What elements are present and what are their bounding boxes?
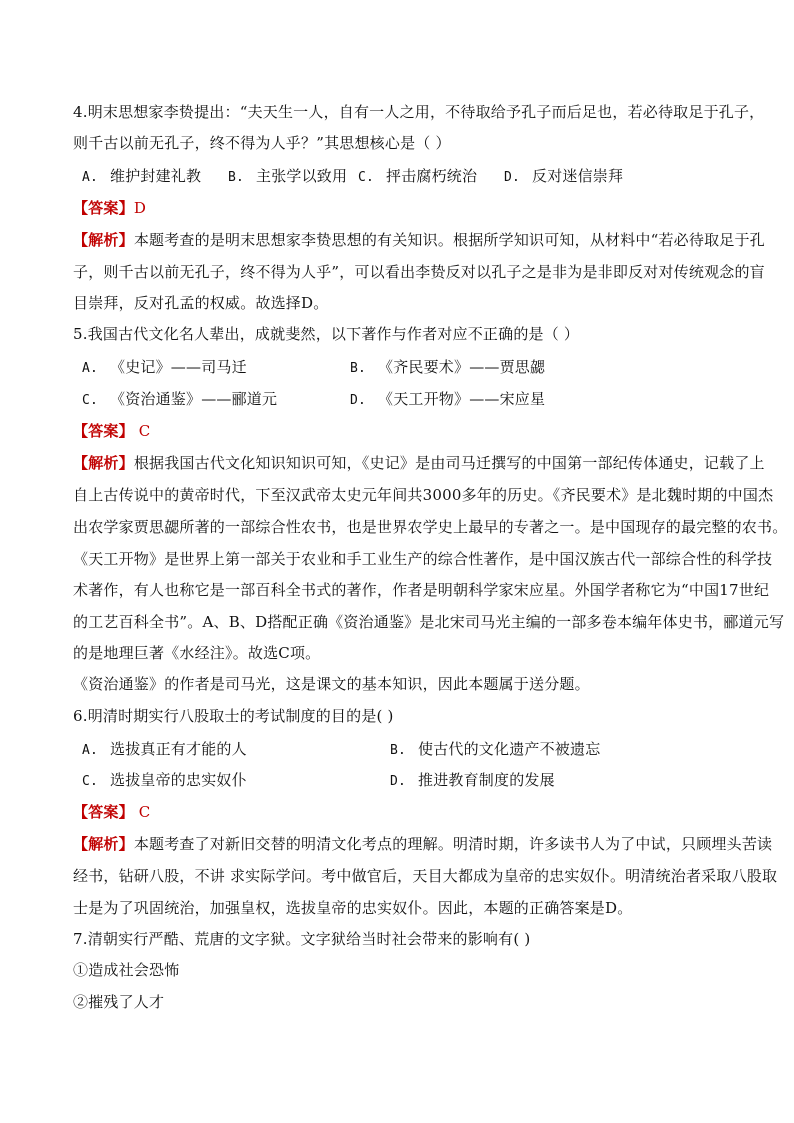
q6-analysis-line-2: 经书，钻研八股，不讲 求实际学问。考中做官后，天目大都成为皇帝的忠实奴仆。明清统治者采取八股取 <box>73 867 778 885</box>
analysis-label: 【解析】 <box>73 231 134 249</box>
q5-analysis-line-4: 《天工开物》是世界上第一部关于农业和手工业生产的综合性著作，是中国汉族古代一部综合性的科学技 <box>73 550 773 568</box>
q4-answer <box>73 198 146 218</box>
q7-item-2: ②摧残了人才 <box>73 993 165 1011</box>
q6-option-b: B. 使古代的文化遗产不被遗忘 <box>390 740 601 758</box>
q6-option-d: D. 推进教育制度的发展 <box>390 771 555 789</box>
q5-options-row-2 <box>82 389 545 411</box>
q5-option-d: D. 《天工开物》——宋应星 <box>350 390 546 408</box>
q5-option-b: B. 《齐民要术》——贾思勰 <box>350 358 546 376</box>
q6-option-c: C. 选拔皇帝的忠实奴仆 <box>82 771 247 789</box>
q6-answer: 【答案】 C <box>73 803 151 821</box>
q6-options-row-2 <box>82 770 555 792</box>
q5-analysis-line-8: 《资治通鉴》的作者是司马光，这是课文的基本知识，因此本题属于送分题。 <box>73 675 590 693</box>
q5-analysis-line-3: 出农学家贾思勰所著的一部综合性农书，也是世界农学史上最早的专著之一。是中国现存的最完整的农书。 <box>73 518 788 536</box>
q5-analysis-line-5: 术著作，有人也称它是一部百科全书式的著作，作者是明朝科学家宋应星。外国学者称它为“中国17世纪 <box>73 581 770 599</box>
answer-label: 【答案】 <box>73 199 134 217</box>
q4-stem-line-2: 则千古以前无孔子，终不得为人乎？”其思想核心是（ ） <box>73 134 451 152</box>
q5-analysis-line-1: 【解析】根据我国古代文化知识知识可知，《史记》是由司马迁撰写的中国第一部纪传体通史，记载了上 <box>73 454 765 472</box>
q4-stem-line-1: 4.明末思想家李贽提出：“夫天生一人，自有一人之用，不待取给予孔子而后足也，若必待取足于孔子， <box>73 103 765 121</box>
q5-stem: 5.我国古代文化名人辈出，成就斐然，以下著作与作者对应不正确的是（ ） <box>73 325 580 343</box>
q5-analysis-line-7: 的是地理巨著《水经注》。故选C项。 <box>73 644 321 662</box>
q4-option-d: D. 反对迷信崇拜 <box>504 167 624 185</box>
q4-options <box>82 166 623 188</box>
q5-options-row-1 <box>82 357 545 379</box>
q4-option-a: A. 维护封建礼教 <box>82 167 202 185</box>
q6-option-a: A. 选拔真正有才能的人 <box>82 740 247 758</box>
q4-option-b: B. 主张学以致用 <box>228 167 348 185</box>
q6-analysis-line-3: 士是为了巩固统治，加强皇权，选拔皇帝的忠实奴仆。因此，本题的正确答案是D。 <box>73 899 633 917</box>
q4-option-c: C. 抨击腐朽统治 <box>358 167 478 185</box>
q6-options-row-1 <box>82 739 600 761</box>
q7-item-1: ①造成社会恐怖 <box>73 961 180 979</box>
q7-stem: 7.清朝实行严酷、荒唐的文字狱。文字狱给当时社会带来的影响有( ) <box>73 930 531 948</box>
q5-answer: 【答案】 C <box>73 422 151 440</box>
q6-stem: 6.明清时期实行八股取士的考试制度的目的是( ) <box>73 707 394 725</box>
q5-analysis-line-6: 的工艺百科全书”。A、B、D搭配正确《资治通鉴》是北宋司马光主编的一部多卷本编年体史书，郦道元写 <box>73 613 785 631</box>
q4-analysis-line-2: 子，则千古以前无孔子，终不得为人乎”，可以看出李贽反对以孔子之是非为是非即反对对传统观念的盲 <box>73 263 765 281</box>
q5-option-c: C. 《资治通鉴》——郦道元 <box>82 390 278 408</box>
answer-value: D <box>133 199 147 217</box>
q5-analysis-line-2: 自上古传说中的黄帝时代，下至汉武帝太史元年间共3000多年的历史。《齐民要术》是北魏时期的中国杰 <box>73 486 774 504</box>
q4-analysis-line-3: 目崇拜，反对孔孟的权威。故选择D。 <box>73 294 329 312</box>
q5-option-a: A. 《史记》——司马迁 <box>82 358 247 376</box>
q4-analysis-line-1: 【解析】本题考查的是明末思想家李贽思想的有关知识。根据所学知识可知，从材料中“若必待取足于孔 <box>73 231 765 249</box>
q6-analysis-line-1: 【解析】本题考查了对新旧交替的明清文化考点的理解。明清时期，许多读书人为了中试，只顾埋头苦读 <box>73 835 773 853</box>
